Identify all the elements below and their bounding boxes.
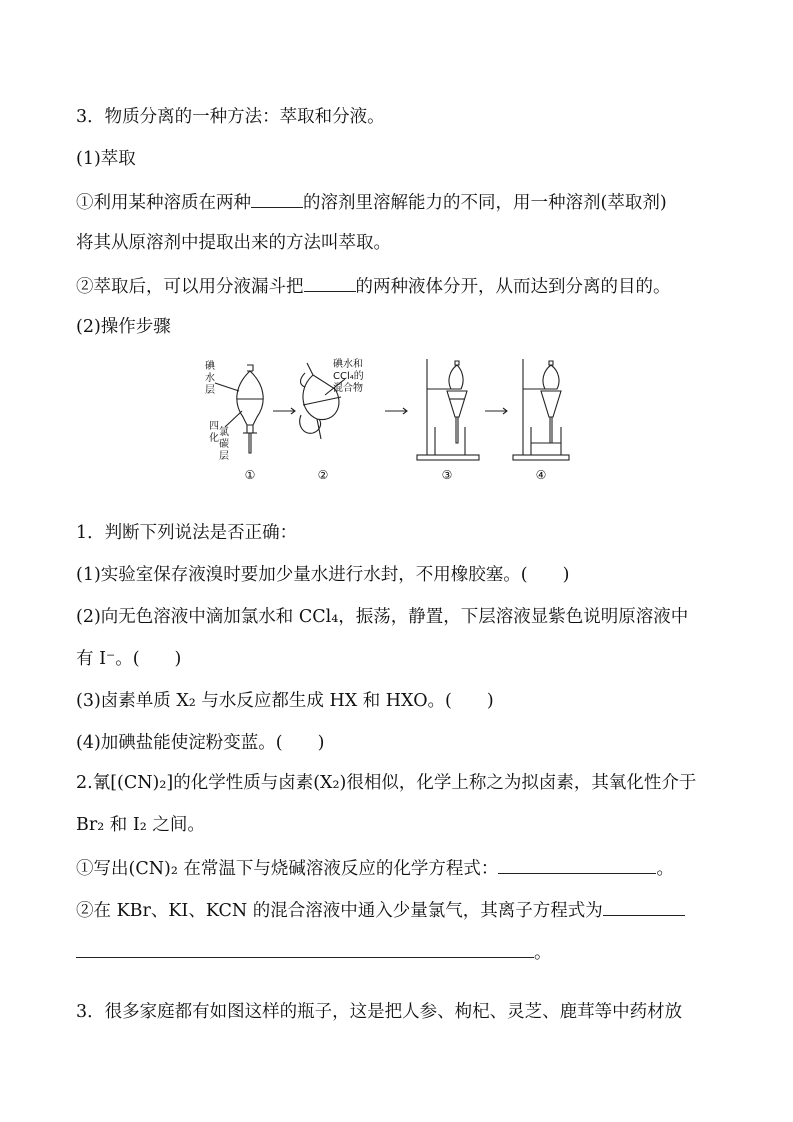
text: ②在 KBr、KI、KCN 的混合溶液中通入少量氯气，其离子方程式为 xyxy=(76,901,603,921)
label-ccl4-4: 碳 xyxy=(219,439,229,450)
label-iodine-water-1: 碘 xyxy=(205,361,215,372)
paragraph-extraction-2: 将其从原溶剂中提取出来的方法叫萃取。 xyxy=(76,233,391,253)
question-2-line-1: 2.氰[(CN)₂]的化学性质与卤素(X₂)很相似，化学上称之为拟卤素，其氧化性介于 xyxy=(76,773,697,793)
fill-blank[interactable] xyxy=(304,273,356,292)
answer-blank[interactable] xyxy=(603,897,685,916)
label-iodine-water-3: 层 xyxy=(205,385,215,396)
arrow-icon xyxy=(485,408,507,414)
text: ②萃取后，可以用分液漏斗把 xyxy=(76,277,304,297)
question-2-line-2: Br₂ 和 I₂ 之间。 xyxy=(76,815,205,835)
label-iodine-water-2: 水 xyxy=(205,373,215,384)
question-2-part-2 xyxy=(76,897,685,923)
question-1-statement-4: (4)加碘盐能使淀粉变蓝。( ) xyxy=(76,733,325,753)
question-1-title: 1．判断下列说法是否正确： xyxy=(76,523,298,543)
text: ①利用某种溶质在两种 xyxy=(76,193,251,213)
subheading-extraction: (1)萃取 xyxy=(76,149,136,169)
fill-blank[interactable] xyxy=(251,189,303,208)
section-title: 3．物质分离的一种方法：萃取和分液。 xyxy=(76,107,385,127)
step-label-4: ④ xyxy=(535,468,547,482)
separation-procedure-figure xyxy=(195,355,575,490)
text: 。 xyxy=(656,859,674,879)
question-1-statement-1: (1)实验室保存液溴时要加少量水进行水封，不用橡胶塞。( ) xyxy=(76,565,570,585)
apparatus-step-4 xyxy=(513,359,569,460)
question-2-part-1 xyxy=(76,855,674,881)
question-2-part-2-cont xyxy=(76,939,552,965)
text: 的溶剂里溶解能力的不同，用一种溶剂(萃取剂) xyxy=(303,193,667,213)
answer-blank[interactable] xyxy=(498,855,656,874)
arrow-icon xyxy=(273,408,295,414)
label-ccl4-5: 层 xyxy=(219,451,229,462)
question-1-statement-2-cont: 有 I⁻。( ) xyxy=(76,649,182,669)
arrow-icon xyxy=(385,408,407,414)
text: ①写出(CN)₂ 在常温下与烧碱溶液反应的化学方程式： xyxy=(76,859,499,879)
label-mixture-1: 碘水和 xyxy=(333,359,363,370)
text: 。 xyxy=(534,943,552,963)
label-mixture-2: CCl₄的 xyxy=(333,371,364,382)
question-1-statement-2: (2)向无色溶液中滴加氯水和 CCl₄，振荡，静置，下层溶液显紫色说明原溶液中 xyxy=(76,607,689,627)
apparatus-step-3 xyxy=(417,359,479,460)
subheading-steps: (2)操作步骤 xyxy=(76,317,171,337)
question-1-statement-3: (3)卤素单质 X₂ 与水反应都生成 HX 和 HXO。( ) xyxy=(76,691,494,711)
label-ccl4-2: 氯 xyxy=(219,427,229,438)
question-3-line-1: 3．很多家庭都有如图这样的瓶子，这是把人参、枸杞、灵芝、鹿茸等中药材放 xyxy=(76,1002,683,1022)
answer-blank[interactable] xyxy=(76,939,534,958)
label-mixture-3: 混合物 xyxy=(333,383,363,394)
text: 的两种液体分开，从而达到分离的目的。 xyxy=(355,277,671,297)
step-label-3: ③ xyxy=(441,468,453,482)
paragraph-separation xyxy=(76,273,671,299)
label-ccl4-1: 四 xyxy=(209,421,219,432)
label-ccl4-3: 化 xyxy=(209,433,219,444)
paragraph-extraction-1 xyxy=(76,189,667,215)
step-label-1: ① xyxy=(244,468,256,482)
step-label-2: ② xyxy=(317,468,329,482)
